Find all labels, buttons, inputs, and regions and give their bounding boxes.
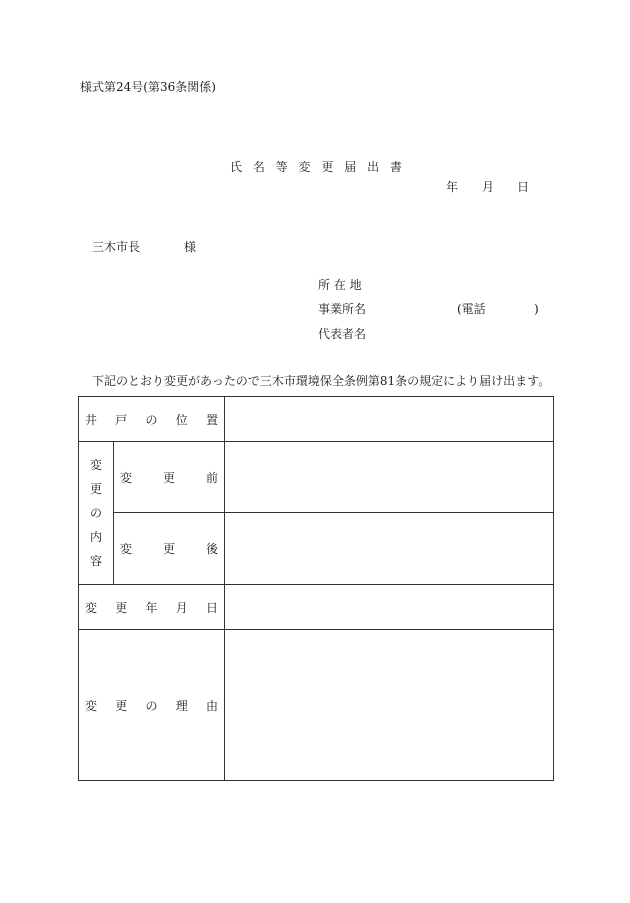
addressee-city: 三木市長 — [92, 240, 141, 254]
statement-text: 下記のとおり変更があったので三木市環境保全条例第81条の規定により届け出ます。 — [92, 374, 551, 388]
row-before — [79, 442, 554, 513]
row-after — [79, 513, 554, 585]
row-well-location — [79, 397, 554, 442]
title-char: 更 — [321, 160, 334, 174]
before-change-field[interactable] — [225, 442, 554, 513]
location-label: 所 在 地 — [318, 278, 362, 292]
change-form-table — [78, 396, 554, 781]
title-char: 書 — [389, 160, 402, 174]
phone-open-label: (電話 — [457, 302, 486, 316]
after-change-label: 変 更 後 — [114, 513, 225, 585]
row-change-date — [79, 585, 554, 630]
change-date-field[interactable] — [225, 585, 554, 630]
before-change-label: 変 更 前 — [114, 442, 225, 513]
change-reason-label: 変 更 の 理 由 — [79, 630, 225, 781]
change-date-label: 変 更 年 月 日 — [79, 585, 225, 630]
title-char: 等 — [275, 160, 288, 174]
phone-close-label: ) — [534, 302, 539, 316]
row-change-reason — [79, 630, 554, 781]
title-chars — [230, 160, 402, 174]
title-char: 出 — [367, 160, 380, 174]
date-year-label: 年 — [446, 180, 459, 194]
change-reason-field[interactable] — [225, 630, 554, 781]
document-title — [230, 132, 402, 188]
well-location-label: 井 戸 の 位 置 — [79, 397, 225, 442]
representative-label: 代表者名 — [318, 327, 367, 341]
date-day-label: 日 — [517, 180, 530, 194]
change-content-label: 変 更 の 内 容 — [79, 442, 114, 585]
title-char: 届 — [344, 160, 357, 174]
title-char: 変 — [298, 160, 311, 174]
date-month-label: 月 — [482, 180, 495, 194]
addressee-honorific: 様 — [184, 240, 197, 254]
form-number: 様式第24号(第36条関係) — [80, 80, 216, 94]
well-location-field[interactable] — [225, 397, 554, 442]
after-change-field[interactable] — [225, 513, 554, 585]
title-char: 名 — [252, 160, 265, 174]
title-char: 氏 — [230, 160, 243, 174]
business-name-label: 事業所名 — [318, 302, 367, 316]
